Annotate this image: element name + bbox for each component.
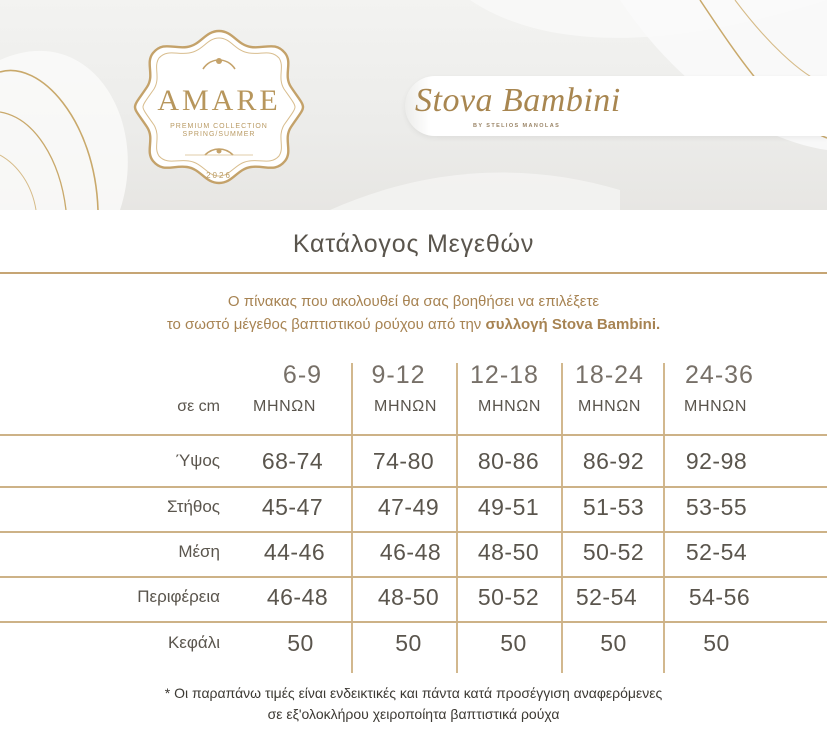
header-banner (0, 0, 827, 210)
logo-wordmark: Stova Bambini (415, 82, 621, 119)
table-cell: 48-50 (377, 584, 440, 610)
column-header-unit: ΜΗΝΩΝ (684, 398, 747, 415)
row-divider (0, 576, 827, 578)
column-header-range: 12-18 (470, 361, 539, 389)
table-cell: 52-54 (685, 539, 748, 565)
column-header-unit: ΜΗΝΩΝ (578, 398, 641, 415)
column-header-range: 6-9 (282, 361, 323, 389)
page-title: Κατάλογος Μεγεθών (292, 230, 535, 258)
table-cell: 51-53 (582, 494, 645, 520)
amare-badge (133, 27, 305, 187)
intro-line-1: Ο πίνακας που ακολουθεί θα σας βοηθήσει να επιλέξετε (227, 293, 600, 310)
footnote-line-1: * Οι παραπάνω τιμές είναι ενδεικτικές και πάντα κατά προσέγγιση αναφερόμενες (164, 685, 663, 701)
title-divider (0, 272, 827, 274)
table-cell: 52-54 (575, 584, 638, 610)
row-divider (0, 531, 827, 533)
intro-emphasis: συλλογή Stova Bambini. (485, 316, 661, 333)
table-cell: 50-52 (477, 584, 540, 610)
badge-brand: AMARE (157, 84, 281, 117)
footnote (0, 683, 827, 725)
table-cell: 68-74 (261, 448, 324, 474)
column-header-range: 18-24 (575, 361, 644, 389)
intro-text (0, 290, 827, 336)
table-cell: 48-50 (477, 539, 540, 565)
row-divider (0, 486, 827, 488)
size-table (0, 355, 827, 672)
footnote-line-2: σε εξ'ολοκλήρου χειροποίητα βαπτιστικά ρούχα (267, 706, 560, 722)
table-cell: 80-86 (477, 448, 540, 474)
intro-line-2: το σωστό μέγεθος βαπτιστικού ρούχου από την συλλογή Stova Bambini. (166, 316, 661, 333)
table-cell: 46-48 (379, 539, 442, 565)
logo-tagline: BY STELIOS MANOLAS (473, 123, 561, 129)
table-cell: 45-47 (261, 494, 324, 520)
table-cell: 50 (500, 630, 527, 656)
row-label-chest: Στήθος (167, 497, 220, 516)
column-header-range: 24-36 (685, 361, 754, 389)
badge-collection: PREMIUM COLLECTION SPRING/SUMMER (170, 123, 268, 138)
table-cell: 50 (395, 630, 422, 656)
table-cell: 44-46 (263, 539, 326, 565)
column-header-unit: ΜΗΝΩΝ (253, 398, 316, 415)
column-header-range: 9-12 (371, 361, 426, 389)
table-cell: 47-49 (377, 494, 440, 520)
table-cell: 53-55 (685, 494, 748, 520)
table-cell: 92-98 (685, 448, 748, 474)
row-label-head: Κεφάλι (167, 633, 220, 652)
table-cell: 50 (703, 630, 730, 656)
unit-label: σε cm (177, 398, 220, 415)
row-label-waist: Μέση (178, 542, 220, 561)
row-divider (0, 621, 827, 623)
row-label-hips: Περιφέρεια (137, 587, 220, 606)
row-divider (0, 434, 827, 436)
badge-year: 2026 (206, 171, 232, 180)
table-cell: 86-92 (582, 448, 645, 474)
table-cell: 49-51 (477, 494, 540, 520)
stova-bambini-logo (405, 76, 827, 136)
table-cell: 50 (600, 630, 627, 656)
table-cell: 50-52 (582, 539, 645, 565)
table-cell: 46-48 (266, 584, 329, 610)
column-header-unit: ΜΗΝΩΝ (478, 398, 541, 415)
row-label-height: Ύψος (175, 451, 220, 470)
table-cell: 54-56 (688, 584, 751, 610)
table-cell: 50 (287, 630, 314, 656)
column-header-unit: ΜΗΝΩΝ (374, 398, 437, 415)
table-cell: 74-80 (372, 448, 435, 474)
